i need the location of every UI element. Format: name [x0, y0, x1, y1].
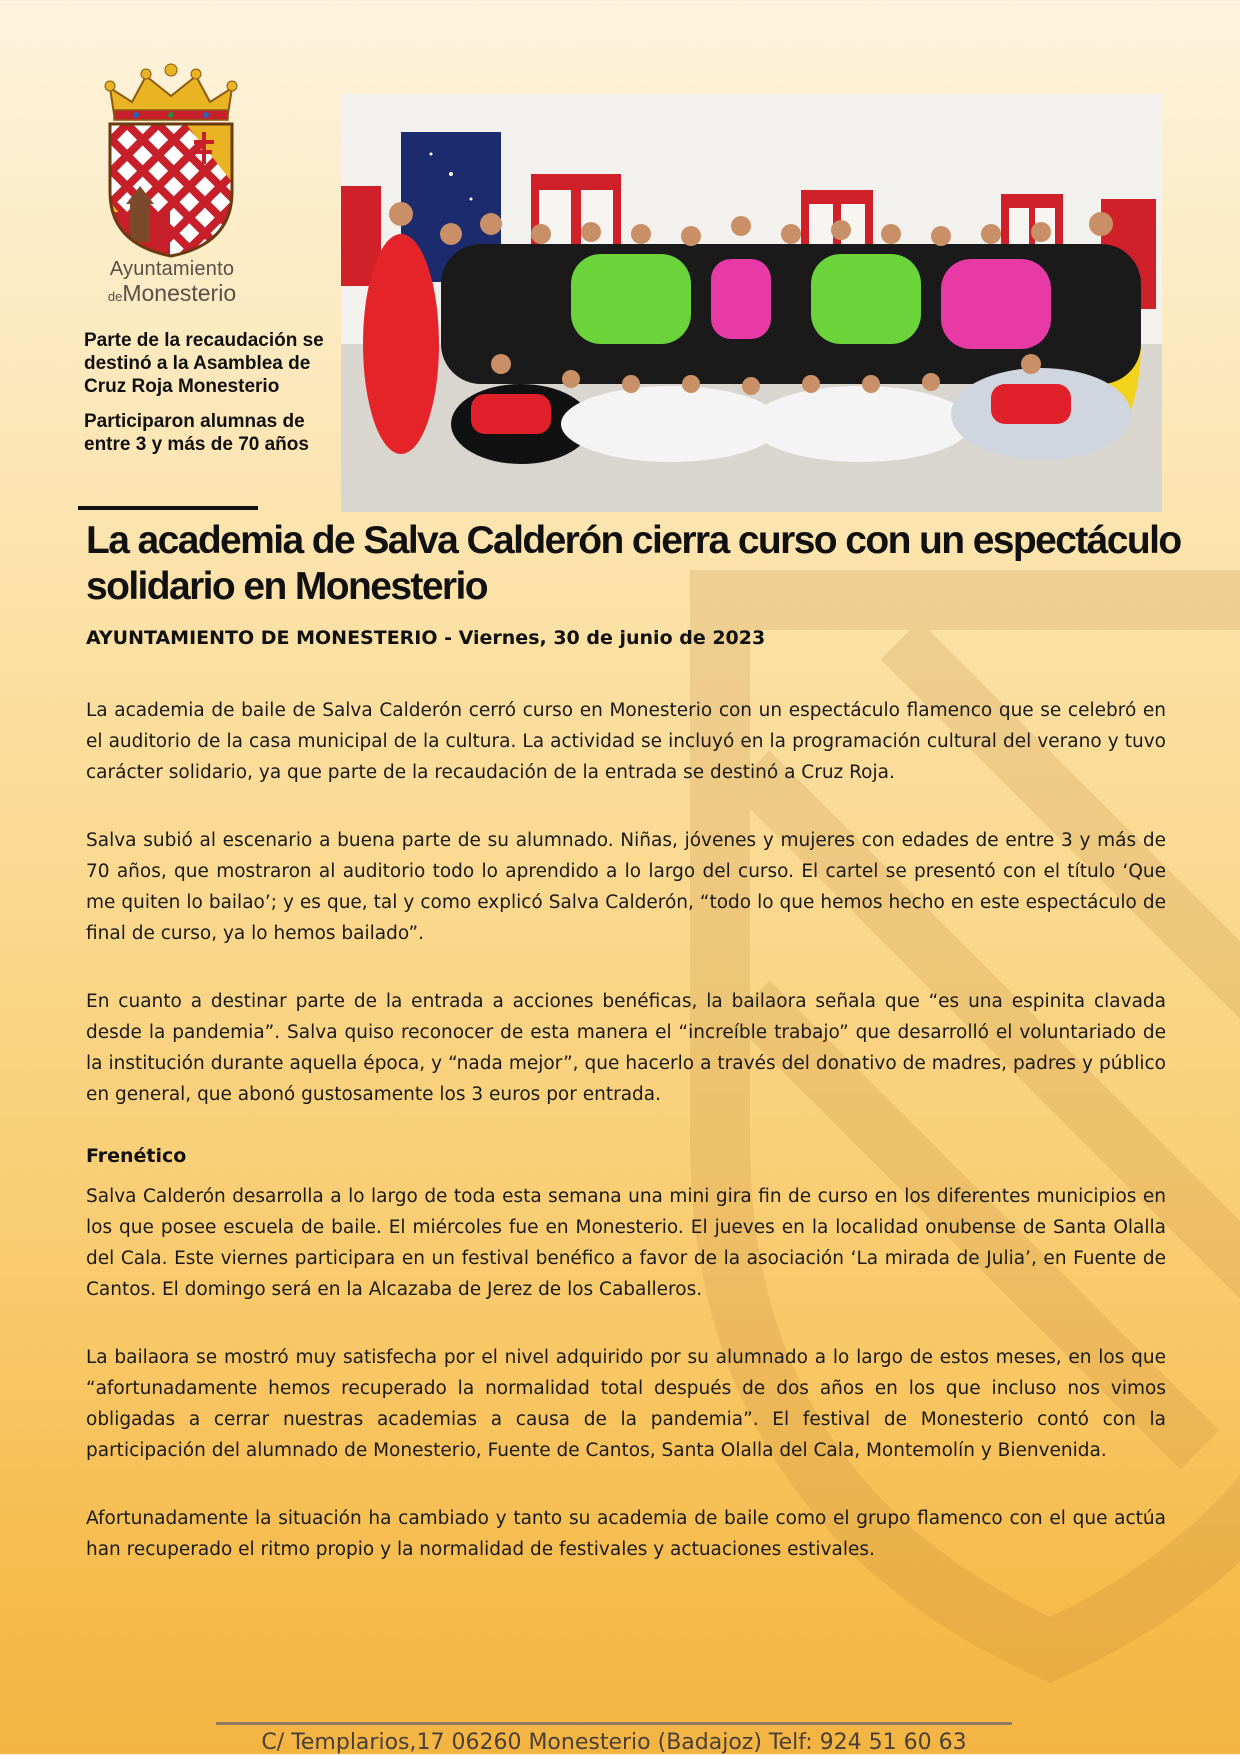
- coat-of-arms-icon: [96, 62, 246, 258]
- group-photo-icon: [341, 94, 1162, 512]
- highlight-item: Participaron alumnas de entre 3 y más de 70 años: [84, 411, 309, 455]
- highlight-item: Parte de la recaudación se destinó a la Asamblea de Cruz Roja Monesterio: [84, 330, 324, 397]
- article-paragraph: La bailaora se mostró muy satisfecha por el nivel adquirido por su alumnado a lo largo de estos meses, en los que “afortunadamente hemos recuperado la normalidad total después de dos años en los que incluso nos vimos obligadas a cerrar nuestras academias a causa de la pandemia”. El festival de Monesterio contó con la participación del alumnado de Monesterio, Fuente de Cantos, Santa Olalla del Cala, Montemolín y Bienvenida.: [86, 1347, 1166, 1461]
- section-divider: [78, 506, 258, 510]
- footer-address: C/ Templarios,17 06260 Monesterio (Badajoz) Telf: 924 51 60 63: [261, 1730, 967, 1755]
- article-paragraph: La academia de baile de Salva Calderón cerró curso en Monesterio con un espectáculo flamenco que se celebró en el auditorio de la casa municipal de la cultura. La actividad se incluyó en la programación cultural del verano y tuvo carácter solidario, ya que parte de la recaudación de la entrada se destinó a Cruz Roja.: [86, 700, 1166, 783]
- article-paragraph: En cuanto a destinar parte de la entrada a acciones benéficas, la bailaora señala que “es una espinita clavada desde la pandemia”. Salva quiso reconocer de esta manera el “increíble trabajo” que desarrolló el voluntariado de la institución durante aquella época, y “nada mejor”, que hacerlo a través del donativo de madres, padres y público en general, que abonó gustosamente los 3 euros por entrada.: [86, 991, 1166, 1105]
- logo-line-1: Ayuntamiento: [109, 258, 235, 280]
- footer-divider: [216, 1722, 1012, 1725]
- municipal-logo: [96, 62, 246, 312]
- logo-line-2-name: Monesterio: [122, 280, 237, 306]
- article-paragraph: Afortunadamente la situación ha cambiado y tanto su academia de baile como el grupo flamenco con el que actúa han recuperado el ritmo propio y la normalidad de festivales y actuaciones estivales.: [86, 1508, 1166, 1560]
- article-headline: La academia de Salva Calderón cierra curso con un espectáculo solidario en Monesterio: [86, 519, 1181, 608]
- article-subheading: Frenético: [86, 1145, 187, 1167]
- article-byline: AYUNTAMIENTO DE MONESTERIO - Viernes, 30 de junio de 2023: [86, 627, 766, 649]
- article-paragraph: Salva Calderón desarrolla a lo largo de toda esta semana una mini gira fin de curso en los diferentes municipios en los que posee escuela de baile. El miércoles fue en Monesterio. El jueves en la localidad onubense de Santa Olalla del Cala. Este viernes participara en un festival benéfico a favor de la asociación ‘La mirada de Julia’, en Fuente de Cantos. El domingo será en la Alcazaba de Jerez de los Caballeros.: [86, 1186, 1166, 1300]
- logo-line-2: [92, 280, 252, 307]
- article-highlights: [84, 329, 334, 468]
- article-body: [86, 695, 1166, 1602]
- article-paragraph: Salva subió al escenario a buena parte de su alumnado. Niñas, jóvenes y mujeres con edades de entre 3 y más de 70 años, que mostraron al auditorio todo lo aprendido a lo largo del curso. El cartel se presentó con el título ‘Que me quiten lo bailao’; y es que, tal y como explicó Salva Calderón, “todo lo que hemos hecho en este espectáculo de final de curso, ya lo hemos bailado”.: [86, 830, 1166, 944]
- logo-line-2-prefix: de: [107, 289, 123, 304]
